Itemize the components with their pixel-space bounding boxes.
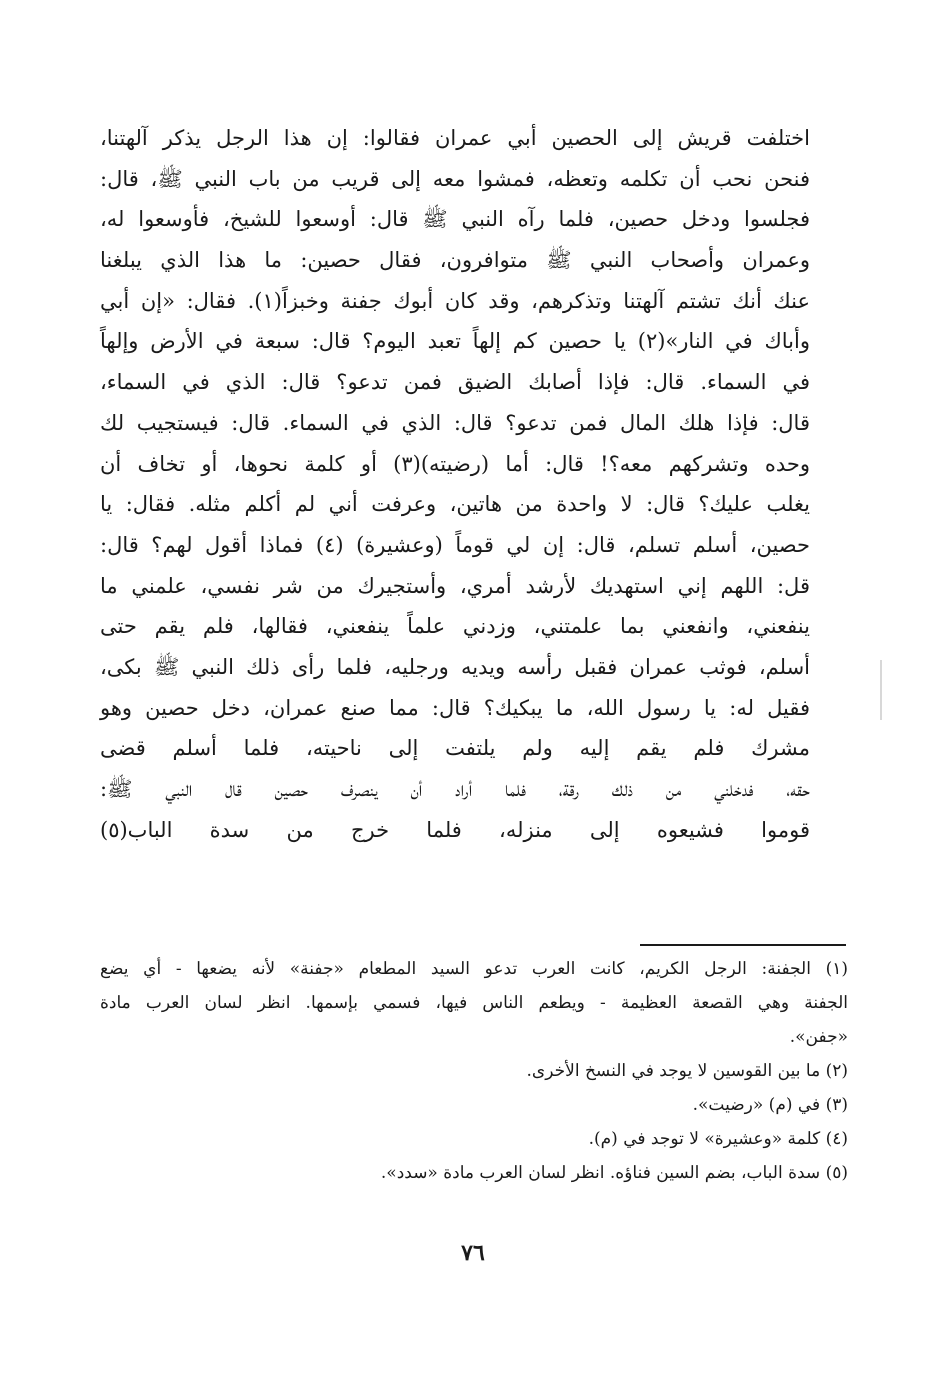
- text-line: وعمران وأصحاب النبي ﷺ متوافرون، فقال حصين: ما هذا الذي يبلغنا: [100, 248, 810, 273]
- text-line: ينفعني، وانفعني بما علمتني، وزدني علماً ينفعني، فقالها، فلم يقم حتى: [100, 614, 810, 639]
- main-text: [100, 118, 810, 850]
- text-line: قل: اللهم إني استهديك لأرشد أمري، وأستجيرك من شر نفسي، علمني ما: [100, 573, 810, 598]
- footnote-line: (٤) كلمة «وعشيرة» لا توجد في (م).: [588, 1129, 848, 1149]
- footnote-line: الجفنة وهي القصعة العظيمة - ويطعم الناس فيها، فسمي بإسمها. انظر لسان العرب مادة: [100, 993, 848, 1013]
- footnotes: [100, 952, 848, 1190]
- text-line: يغلب عليك؟ قال: لا واحدة من هاتين، وعرفت أني لم أكلم مثله. فقال: يا: [100, 492, 810, 517]
- text-line: فجلسوا ودخل حصين، فلما رآه النبي ﷺ قال: أوسعوا للشيخ، فأوسعوا له،: [100, 207, 810, 232]
- text-line: اختلفت قريش إلى الحصين أبي عمران فقالوا: إن هذا الرجل يذكر آلهتنا،: [100, 126, 810, 150]
- text-line: قال: فإذا هلك المال فمن تدعو؟ قال: الذي في السماء. قال: فيستجيب لك: [100, 410, 810, 435]
- footnote-line: «جفن».: [789, 1027, 848, 1047]
- text-line: وأباك في النار»(٢) يا حصين كم إلهاً تعبد اليوم؟ قال: سبعة في الأرض وإلهاً: [100, 329, 810, 354]
- footnote-line: (٥) سدة الباب، بضم السين فناؤه. انظر لسان العرب مادة «سدد».: [380, 1163, 848, 1183]
- text-line: قوموا فشيعوه إلى منزله، فلما خرج من سدة الباب(٥): [100, 817, 810, 842]
- text-line: حصين، أسلم تسلم، قال: إن لي قوماً (وعشيرة) (٤) فماذا أقول لهم؟ قال:: [100, 532, 810, 557]
- footnote-line: (٢) ما بين القوسين لا يوجد في النسخ الأخرى.: [526, 1061, 848, 1081]
- footnote-line: (٣) في (م) «رضيت».: [692, 1095, 848, 1115]
- text-line: فنحن نحب أن تكلمه وتعظه، فمشوا معه إلى قريب من باب النبي ﷺ، قال:: [100, 166, 810, 191]
- footnote-separator: [640, 944, 846, 946]
- text-line: فقيل له: يا رسول الله، ما يبكيك؟ قال: مما صنع عمران، دخل حصين وهو: [100, 695, 810, 720]
- text-line: أسلم، فوثب عمران فقبل رأسه ويديه ورجليه، فلما رأى ذلك النبي ﷺ بكى،: [100, 654, 810, 679]
- footnote-line: (١) الجفنة: الرجل الكريم، كانت العرب تدعو السيد المطعام «جفنة» لأنه يضعها - أي يضع: [100, 959, 848, 979]
- text-line: وحده وتشركهم معه؟! قال: أما (رضيته)(٣) أو كلمة نحوها، أو تخاف أن: [100, 451, 810, 476]
- page-number: ٧٦: [461, 1240, 485, 1266]
- scan-artifact: [880, 660, 882, 720]
- text-line: حقه، فدخلني من ذلك رقة، فلما أراد أن ينصرف حصين قال النبي ﷺ:: [100, 777, 810, 801]
- text-line: في السماء. قال: فإذا أصابك الضيق فمن تدعو؟ قال: الذي في السماء،: [100, 370, 810, 395]
- text-line: مشرك فلم يقم إليه ولم يلتفت إلى ناحيته، فلما أسلم قضى: [100, 736, 810, 761]
- text-line: عنك أنك تشتم آلهتنا وتذكرهم، وقد كان أبوك جفنة وخبزاً(١). فقال: «إن أبي: [100, 288, 810, 313]
